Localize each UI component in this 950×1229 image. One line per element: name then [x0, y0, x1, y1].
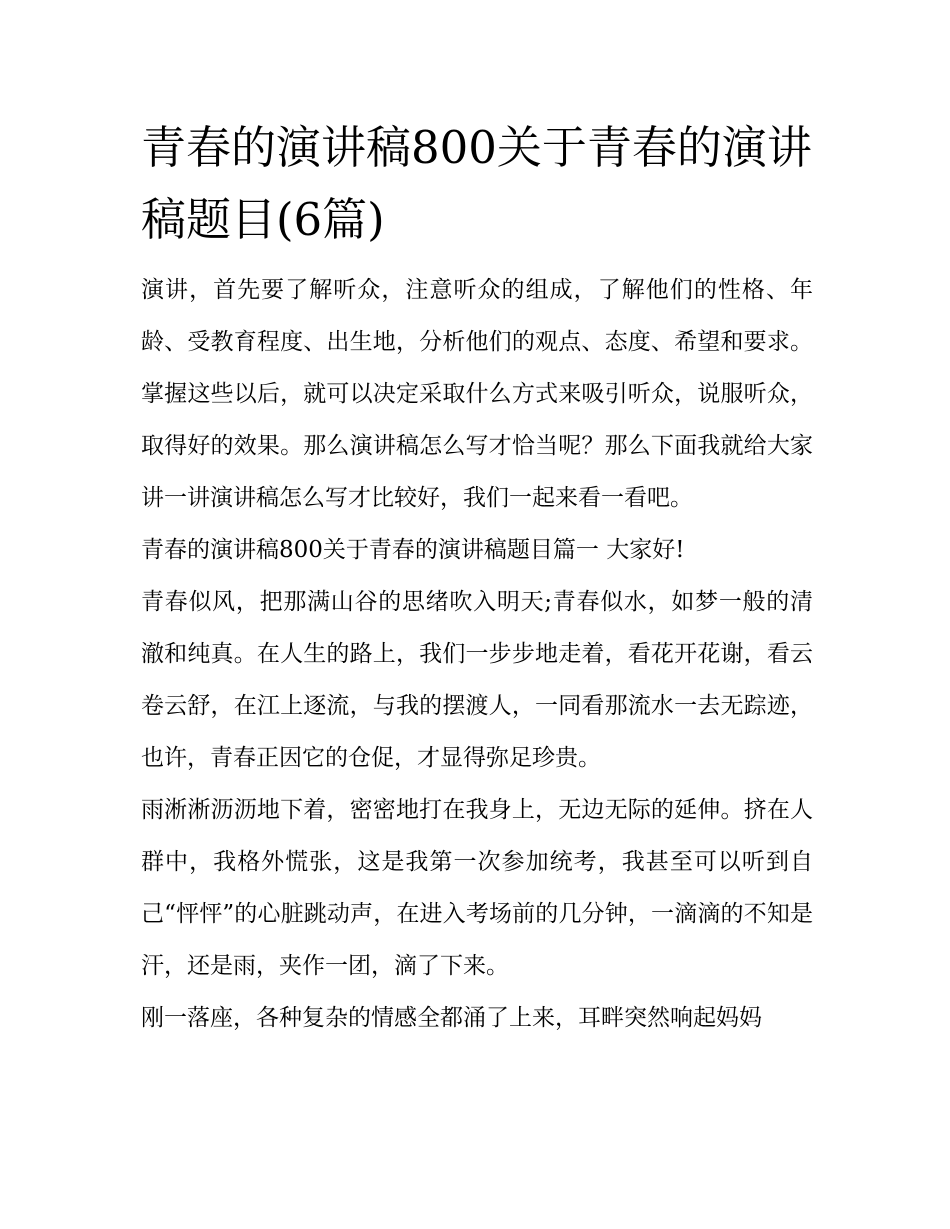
paragraph: 刚一落座，各种复杂的情感全都涌了上来，耳畔突然响起妈妈	[141, 1005, 762, 1031]
paragraph-intro: 演讲，首先要了解听众，注意听众的组成，了解他们的性格、年龄、受教育程度、出生地，分析他们的观点、态度、希望和要求。掌握这些以后，就可以决定采取什么方式来吸引听众，说服听众，取得好的效果。那么演讲稿怎么写才恰当呢？那么下面我就给大家讲一讲演讲稿怎么写才比较好，我们一起来看一看吧。	[141, 277, 813, 511]
document-body	[141, 112, 813, 1044]
paragraph-section-heading: 青春的演讲稿800关于青春的演讲稿题目篇一 大家好!	[141, 537, 685, 563]
paragraph: 雨淅淅沥沥地下着，密密地打在我身上，无边无际的延伸。挤在人群中，我格外慌张，这是我第一次参加统考，我甚至可以听到自己“怦怦”的心脏跳动声，在进入考场前的几分钟，一滴滴的不知是汗，还是雨，夹作一团，滴了下来。	[141, 797, 813, 979]
paragraph: 青春似风，把那满山谷的思绪吹入明天;青春似水，如梦一般的清澈和纯真。在人生的路上，我们一步步地走着，看花开花谢，看云卷云舒，在江上逐流，与我的摆渡人，一同看那流水一去无踪迹，也许，青春正因它的仓促，才显得弥足珍贵。	[141, 589, 813, 771]
paragraph-list	[141, 264, 813, 1044]
document-title: 青春的演讲稿800关于青春的演讲稿题目(6篇)	[141, 121, 812, 246]
